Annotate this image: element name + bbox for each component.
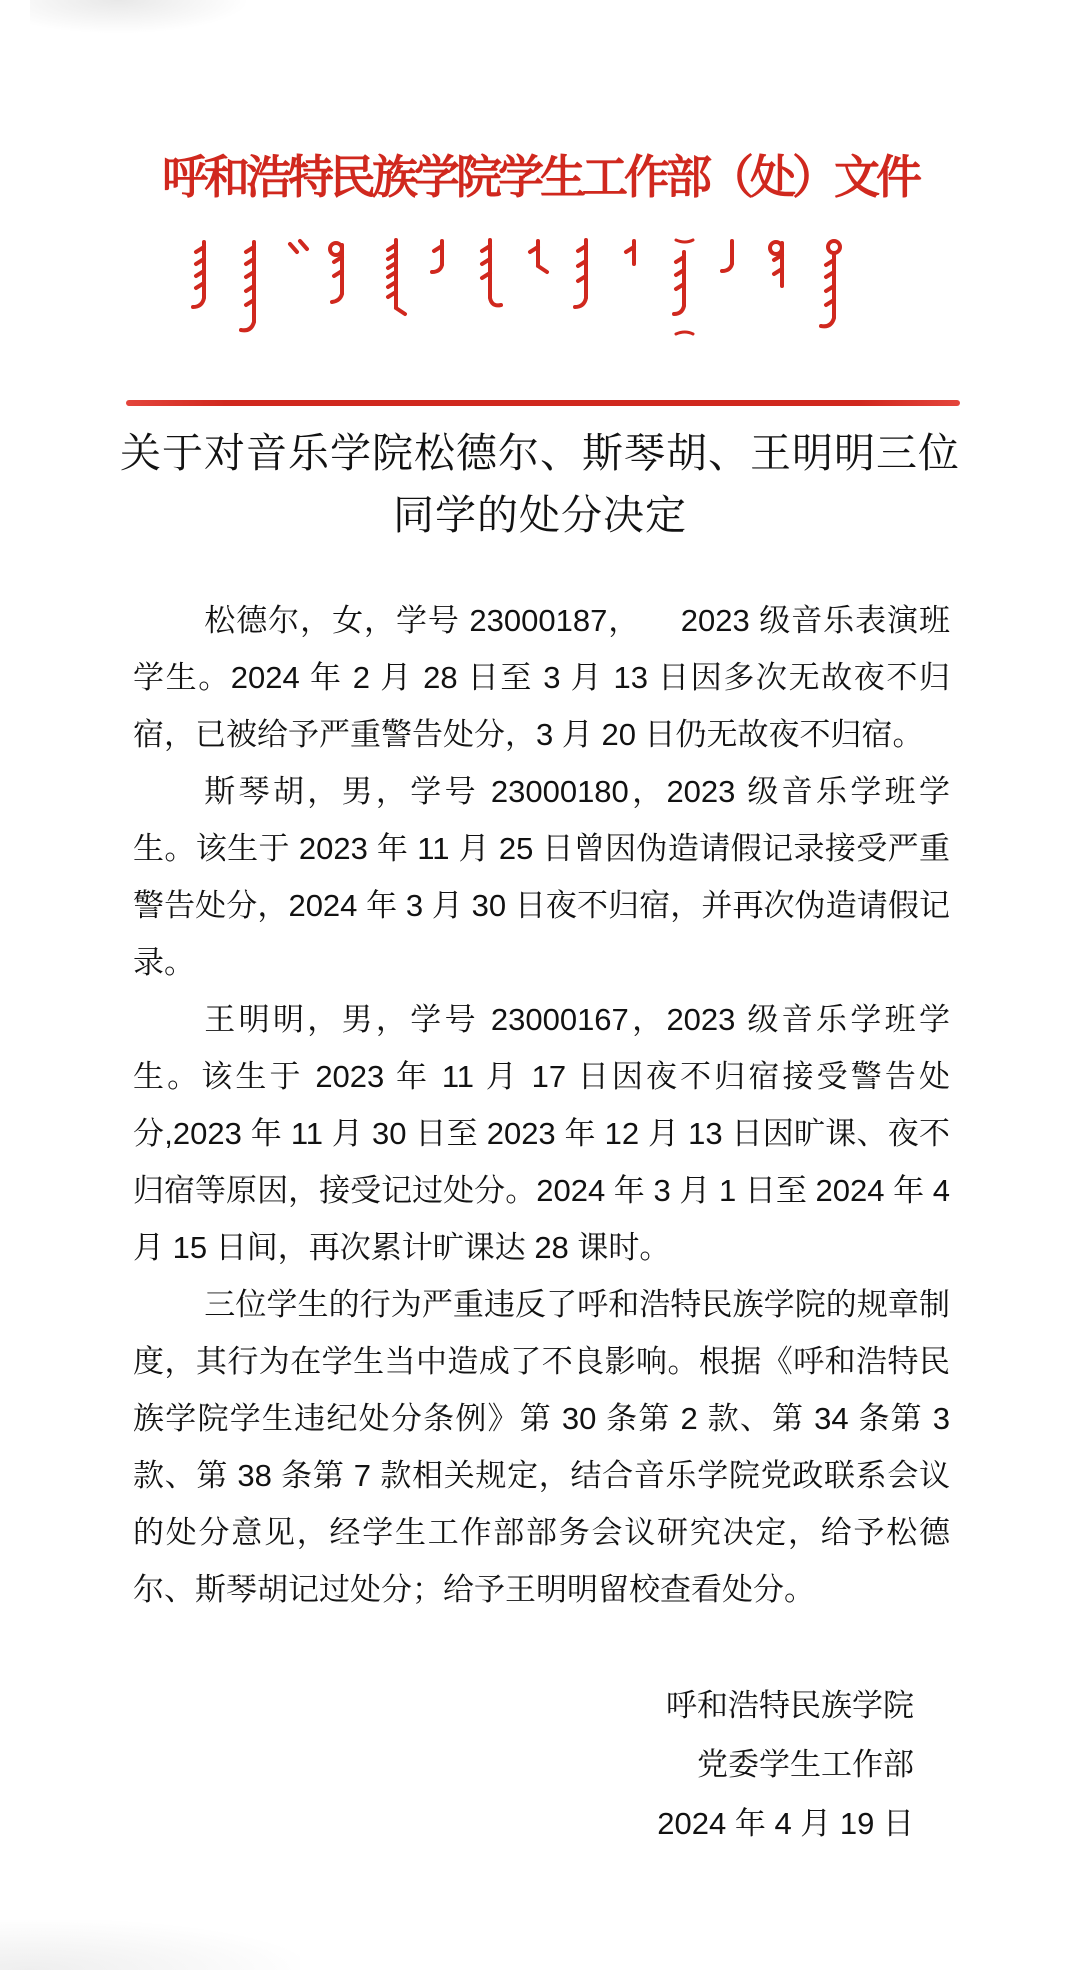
document-title: 关于对音乐学院松德尔、斯琴胡、王明明三位同学的处分决定 — [120, 430, 960, 538]
signature-block — [0, 1676, 914, 1853]
signature-date: 2024 年 4 月 19 日 — [657, 1806, 914, 1841]
paragraph-4: 三位学生的行为严重违反了呼和浩特民族学院的规章制度，其行为在学生当中造成了不良影响。根据《呼和浩特民族学院学生违纪处分条例》第 30 条第 2 款、第 34 条第 3 款、第 38 条第 7 款相关规定，结合音乐学院党政联系会议的处分意见，经学生工作部部务会议研究决定，给予松德尔、斯琴胡记过处分；给予王明明留校查看处分。 — [133, 1287, 950, 1607]
signature-org: 呼和浩特民族学院 — [666, 1688, 914, 1723]
paragraph-3: 王明明，男，学号 23000167，2023 级音乐学班学生。该生于 2023 年 11 月 17 日因夜不归宿接受警告处分,2023 年 11 月 30 日至 2023 年 12 月 13 日因旷课、夜不归宿等原因，接受记过处分。2024 年 3 月 1 日至 2024 年 4 月 15 日间，再次累计旷课达 28 课时。 — [133, 1002, 950, 1265]
mongolian-script-strokes — [193, 240, 840, 334]
mongolian-script-row-icon — [190, 238, 890, 338]
signature-dept: 党委学生工作部 — [697, 1747, 914, 1782]
document-body — [133, 592, 950, 1618]
paragraph-2: 斯琴胡，男，学号 23000180，2023 级音乐学班学生。该生于 2023 年 11 月 25 日曾因伪造请假记录接受严重警告处分，2024 年 3 月 30 日夜不归宿，并再次伪造请假记录。 — [133, 774, 950, 980]
red-divider-line — [126, 400, 960, 406]
scan-artifact-bottom — [0, 1920, 300, 1970]
red-header-title: 呼和浩特民族学院学生工作部（处）文件 — [162, 152, 918, 203]
paragraph-1: 松德尔，女，学号 23000187， 2023 级音乐表演班学生。2024 年 2 月 28 日至 3 月 13 日因多次无故夜不归宿，已被给予严重警告处分，3 月 20 日仍无故夜不归宿。 — [133, 603, 950, 752]
